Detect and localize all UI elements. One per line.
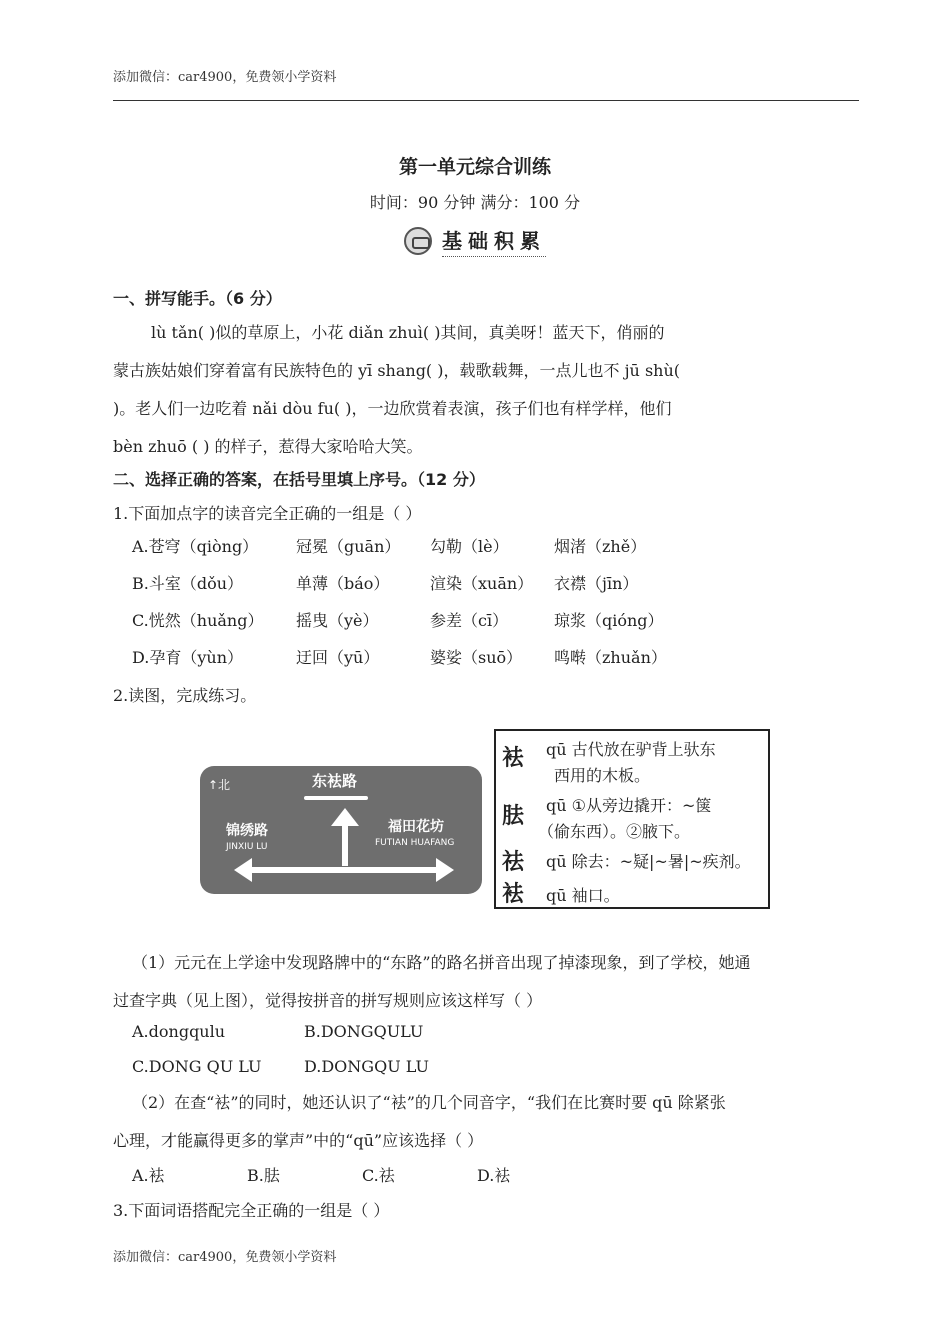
q1-option: 衣襟（jīn） bbox=[554, 574, 639, 593]
dict-def: 西用的木板。 bbox=[554, 766, 651, 785]
north-label: ↑北 bbox=[208, 778, 231, 792]
q2-sub1-option: C.DONG QU LU bbox=[132, 1057, 262, 1076]
footer-note: 添加微信：car4900，免费领小学资料 bbox=[113, 1250, 337, 1265]
q1-option: 迂回（yū） bbox=[296, 648, 380, 667]
left-road-pinyin: JINXIU LU bbox=[226, 842, 268, 852]
q1-option: B.斗室（dǒu） bbox=[132, 574, 244, 593]
right-road-name: 福田花坊 bbox=[388, 819, 444, 835]
dict-def: qū 袖口。 bbox=[546, 886, 620, 905]
q2-sub2-option: B.胠 bbox=[247, 1166, 280, 1185]
q1-option: 渲染（xuān） bbox=[430, 574, 534, 593]
q2-sub2-option: A.袪 bbox=[132, 1166, 165, 1185]
right-road-pinyin: FUTIAN HUAFANG bbox=[375, 838, 455, 848]
q1-option: 烟渚（zhě） bbox=[554, 537, 647, 556]
section1-line-4: bèn zhuō ( ) 的样子，惹得大家哈哈大笑。 bbox=[113, 437, 423, 456]
q1-option: 摇曳（yè） bbox=[296, 611, 379, 630]
dictionary-box bbox=[494, 729, 770, 909]
q2-sub1-line2: 过查字典（见上图），觉得按拼音的拼写规则应该这样写（ ） bbox=[113, 991, 543, 1010]
header-rule bbox=[113, 100, 859, 101]
q1-option: 鸣啭（zhuǎn） bbox=[554, 648, 667, 667]
q1-option: 冠冕（guān） bbox=[296, 537, 401, 556]
q1-option: D.孕育（yùn） bbox=[132, 648, 243, 667]
q1-option: 单薄（báo） bbox=[296, 574, 390, 593]
dict-char: 胠 bbox=[502, 804, 525, 829]
q2-stem: 2.读图，完成练习。 bbox=[113, 686, 257, 705]
section1-heading: 一、拼写能手。（6 分） bbox=[113, 289, 282, 308]
telescope-icon bbox=[404, 227, 432, 255]
q1-stem: 1.下面加点字的读音完全正确的一组是（ ） bbox=[113, 504, 422, 523]
q1-option: 勾勒（lè） bbox=[430, 537, 509, 556]
q1-option: 婆娑（suō） bbox=[430, 648, 523, 667]
page-title: 第一单元综合训练 bbox=[398, 156, 551, 178]
dict-def: qū 古代放在驴背上驮东 bbox=[546, 740, 716, 759]
q1-option: A.苍穹（qiòng） bbox=[132, 537, 259, 556]
dict-def: （偷东西）。②腋下。 bbox=[538, 822, 691, 841]
q2-sub2-line1: （2）在查“袪”的同时，她还认识了“袪”的几个同音字，“我们在比赛时要 qū 除紧张 bbox=[132, 1093, 726, 1112]
left-road-name: 锦绣路 bbox=[226, 823, 268, 839]
dict-def: qū ①从旁边撬开：~箧 bbox=[546, 796, 712, 815]
dict-char: 祛 bbox=[502, 850, 525, 875]
q2-sub2-option: D.袪 bbox=[477, 1166, 511, 1185]
section1-line-1: lù tǎn( )似的草原上，小花 diǎn zhuì( )其间，真美呀！蓝天下，俏丽的 bbox=[151, 323, 665, 342]
dict-char: 袪 bbox=[502, 882, 525, 907]
top-road-name: 东袪路 bbox=[312, 772, 358, 790]
dict-def: qū 除去：~疑|~暑|~疾剂。 bbox=[546, 852, 751, 871]
header-note: 添加微信：car4900，免费领小学资料 bbox=[113, 70, 337, 85]
dict-char: 袪 bbox=[502, 746, 525, 771]
q2-sub1-option: A.dongqulu bbox=[132, 1022, 226, 1041]
exam-info: 时间：90 分钟 满分：100 分 bbox=[369, 193, 581, 212]
q3-stem: 3.下面词语搭配完全正确的一组是（ ） bbox=[113, 1201, 390, 1220]
section2-heading: 二、选择正确的答案，在括号里填上序号。（12 分） bbox=[113, 470, 485, 489]
q1-option: 参差（cī） bbox=[430, 611, 509, 630]
section1-line-2: 蒙古族姑娘们穿着富有民族特色的 yī shang( )，载歌载舞，一点儿也不 jū shù( bbox=[113, 361, 681, 380]
q2-sub1-line1: （1）元元在上学途中发现路牌中的“东路”的路名拼音出现了掉漆现象，到了学校，她通 bbox=[132, 953, 751, 972]
banner-text: 基础积累 bbox=[442, 225, 546, 257]
q1-option: 琼浆（qióng） bbox=[554, 611, 664, 630]
q2-sub2-option: C.祛 bbox=[362, 1166, 395, 1185]
section1-line-3: )。老人们一边吃着 nǎi dòu fu( )，一边欣赏着表演，孩子们也有样学样，他们 bbox=[113, 399, 672, 418]
road-sign-figure bbox=[200, 766, 482, 894]
q2-sub1-option: B.DONGQULU bbox=[304, 1022, 424, 1041]
q2-sub2-line2: 心理，才能赢得更多的掌声”中的“qū”应该选择（ ） bbox=[113, 1131, 484, 1150]
q1-option: C.恍然（huǎng） bbox=[132, 611, 264, 630]
q2-sub1-option: D.DONGQU LU bbox=[304, 1057, 429, 1076]
section-banner bbox=[404, 224, 546, 258]
